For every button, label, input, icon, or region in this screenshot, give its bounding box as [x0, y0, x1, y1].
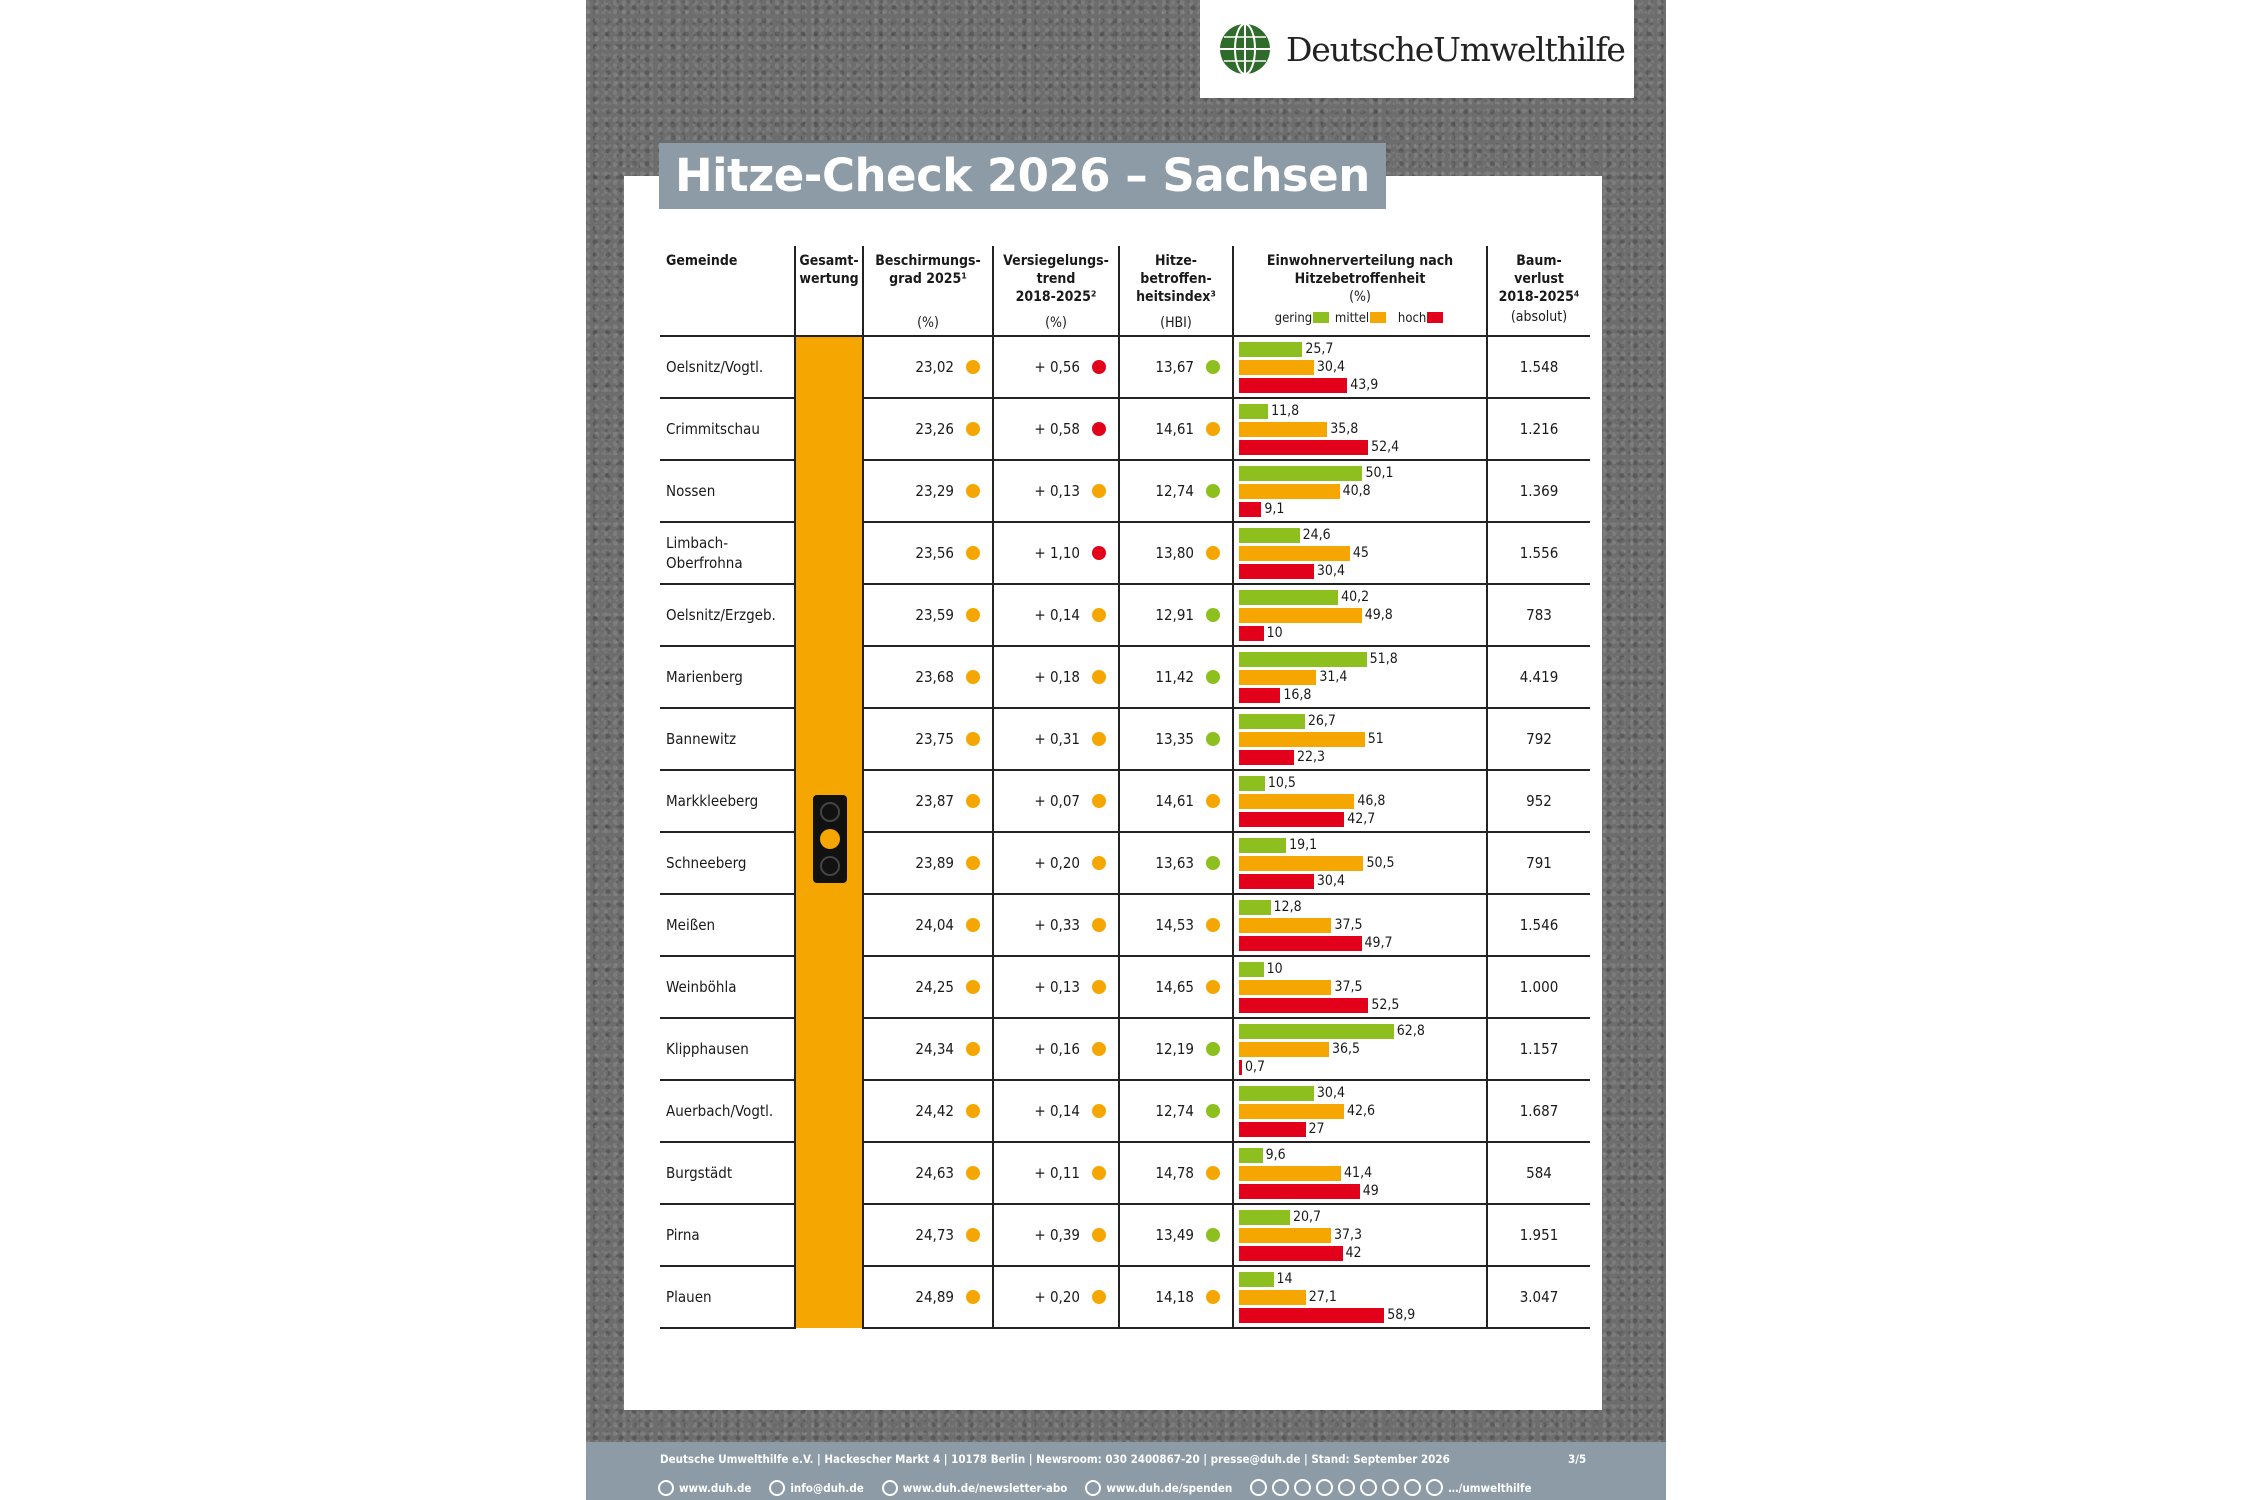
bar-gering — [1239, 962, 1264, 977]
beschirmungsgrad-value: 23,89 — [863, 832, 993, 894]
baumverlust-value: 792 — [1487, 708, 1590, 770]
bar-mittel — [1239, 422, 1327, 437]
baumverlust-value: 1.556 — [1487, 522, 1590, 584]
hbi-value: 13,80 — [1119, 522, 1233, 584]
bar-hoch-label: 16,8 — [1283, 687, 1312, 703]
bar-mittel-label: 45 — [1352, 545, 1369, 561]
versiegelungstrend-value: + 0,14 — [993, 584, 1119, 646]
bar-gering-label: 62,8 — [1396, 1023, 1425, 1039]
gemeinde-name: Plauen — [660, 1266, 795, 1328]
bar-mittel — [1239, 484, 1340, 499]
bar-hoch — [1239, 688, 1280, 703]
legend-swatch-mittel — [1370, 312, 1386, 323]
bar-mittel-label: 49,8 — [1364, 607, 1393, 623]
einwohner-bars — [1233, 646, 1487, 708]
rating-dot-icon — [966, 918, 980, 932]
bar-gering — [1239, 590, 1338, 605]
page-number: 3/5 — [1568, 1452, 1587, 1466]
baumverlust-value: 3.047 — [1487, 1266, 1590, 1328]
baumverlust-value: 1.951 — [1487, 1204, 1590, 1266]
bar-hoch-label: 52,5 — [1371, 997, 1400, 1013]
rating-dot-icon — [966, 1228, 980, 1242]
bar-gering — [1239, 776, 1265, 791]
facebook-icon[interactable] — [1272, 1479, 1289, 1496]
page-title: Hitze-Check 2026 – Sachsen — [659, 143, 1386, 209]
beschirmungsgrad-value: 23,29 — [863, 460, 993, 522]
bar-hoch-label: 42 — [1345, 1245, 1362, 1261]
rating-dot-icon — [1206, 670, 1220, 684]
hitze-check-table — [660, 246, 1590, 1329]
gemeinde-name: Auerbach/Vogtl. — [660, 1080, 795, 1142]
header-versiegelungstrend: Versiegelungs- trend 2018-2025² (%) — [993, 246, 1119, 336]
beschirmungsgrad-value: 23,59 — [863, 584, 993, 646]
beschirmungsgrad-value: 24,34 — [863, 1018, 993, 1080]
einwohner-bars — [1233, 522, 1487, 584]
footer-links — [658, 1479, 1532, 1496]
bar-hoch-label: 30,4 — [1316, 563, 1345, 579]
rating-dot-icon — [1092, 484, 1106, 498]
hbi-value: 12,19 — [1119, 1018, 1233, 1080]
footer-link-newsletter[interactable]: www.duh.de/newsletter-abo — [882, 1480, 1068, 1496]
hbi-value: 13,67 — [1119, 336, 1233, 398]
bar-mittel-label: 41,4 — [1344, 1165, 1373, 1181]
rating-dot-icon — [1092, 1290, 1106, 1304]
table-header-row — [660, 246, 1590, 336]
linkedin-icon[interactable] — [1338, 1479, 1355, 1496]
bar-mittel-label: 37,5 — [1334, 917, 1363, 933]
bar-mittel-label: 31,4 — [1319, 669, 1348, 685]
bar-mittel — [1239, 360, 1314, 375]
footer-link-donate[interactable]: www.duh.de/spenden — [1085, 1480, 1232, 1496]
bar-gering — [1239, 528, 1300, 543]
gemeinde-name: Meißen — [660, 894, 795, 956]
rating-dot-icon — [1092, 1228, 1106, 1242]
einwohner-bars — [1233, 956, 1487, 1018]
baumverlust-value: 4.419 — [1487, 646, 1590, 708]
footer — [586, 1442, 1666, 1500]
bar-hoch — [1239, 440, 1368, 455]
einwohner-bars — [1233, 708, 1487, 770]
gemeinde-name: Oelsnitz/Vogtl. — [660, 336, 795, 398]
rating-dot-icon — [966, 1104, 980, 1118]
versiegelungstrend-value: + 0,58 — [993, 398, 1119, 460]
versiegelungstrend-value: + 0,14 — [993, 1080, 1119, 1142]
baumverlust-value: 1.546 — [1487, 894, 1590, 956]
versiegelungstrend-value: + 0,56 — [993, 336, 1119, 398]
bar-mittel — [1239, 732, 1365, 747]
instagram-icon[interactable] — [1250, 1479, 1267, 1496]
rating-dot-icon — [1092, 918, 1106, 932]
gemeinde-name: Limbach- Oberfrohna — [660, 522, 795, 584]
rating-dot-icon — [1092, 1104, 1106, 1118]
bar-hoch — [1239, 1060, 1242, 1075]
rating-dot-icon — [966, 856, 980, 870]
globe-leaf-icon — [1218, 22, 1272, 76]
einwohner-bars — [1233, 770, 1487, 832]
hbi-value: 13,63 — [1119, 832, 1233, 894]
mastodon-icon[interactable] — [1426, 1479, 1443, 1496]
bar-mittel-label: 40,8 — [1342, 483, 1371, 499]
footer-link-email[interactable]: info@duh.de — [769, 1480, 863, 1496]
bar-gering-label: 25,7 — [1305, 341, 1334, 357]
bar-gering — [1239, 838, 1286, 853]
donate-icon — [1085, 1480, 1101, 1496]
beschirmungsgrad-value: 24,04 — [863, 894, 993, 956]
bar-hoch — [1239, 626, 1264, 641]
mail-icon — [769, 1480, 785, 1496]
bar-mittel — [1239, 856, 1363, 871]
bar-hoch — [1239, 502, 1261, 517]
bar-gering-label: 10,5 — [1267, 775, 1296, 791]
hbi-value: 14,65 — [1119, 956, 1233, 1018]
hbi-value: 12,74 — [1119, 460, 1233, 522]
rating-dot-icon — [966, 360, 980, 374]
baumverlust-value: 783 — [1487, 584, 1590, 646]
hbi-value: 14,61 — [1119, 398, 1233, 460]
bar-gering — [1239, 1272, 1274, 1287]
bar-mittel — [1239, 918, 1331, 933]
hbi-value: 12,74 — [1119, 1080, 1233, 1142]
versiegelungstrend-value: + 1,10 — [993, 522, 1119, 584]
bar-hoch — [1239, 812, 1344, 827]
einwohner-bars — [1233, 1080, 1487, 1142]
beschirmungsgrad-value: 24,89 — [863, 1266, 993, 1328]
bar-mittel-label: 30,4 — [1316, 359, 1345, 375]
baumverlust-value: 1.216 — [1487, 398, 1590, 460]
versiegelungstrend-value: + 0,20 — [993, 832, 1119, 894]
bar-gering — [1239, 652, 1367, 667]
rating-dot-icon — [966, 608, 980, 622]
rating-dot-icon — [966, 1166, 980, 1180]
hbi-value: 14,18 — [1119, 1266, 1233, 1328]
bar-mittel — [1239, 546, 1350, 561]
einwohner-bars — [1233, 584, 1487, 646]
rating-dot-icon — [1092, 360, 1106, 374]
rating-dot-icon — [966, 670, 980, 684]
rating-dot-icon — [1206, 980, 1220, 994]
rating-dot-icon — [1206, 608, 1220, 622]
versiegelungstrend-value: + 0,18 — [993, 646, 1119, 708]
beschirmungsgrad-value: 23,26 — [863, 398, 993, 460]
rating-dot-icon — [1206, 794, 1220, 808]
baumverlust-value: 791 — [1487, 832, 1590, 894]
document-page — [586, 0, 1666, 1500]
bar-hoch-label: 43,9 — [1350, 377, 1379, 393]
bar-hoch — [1239, 378, 1347, 393]
rating-dot-icon — [1206, 484, 1220, 498]
bar-hoch — [1239, 998, 1368, 1013]
versiegelungstrend-value: + 0,39 — [993, 1204, 1119, 1266]
hbi-value: 13,49 — [1119, 1204, 1233, 1266]
hbi-value: 13,35 — [1119, 708, 1233, 770]
rating-dot-icon — [966, 422, 980, 436]
bar-gering — [1239, 1210, 1290, 1225]
versiegelungstrend-value: + 0,13 — [993, 956, 1119, 1018]
rating-dot-icon — [1206, 1228, 1220, 1242]
youtube-icon[interactable] — [1316, 1479, 1333, 1496]
legend-swatch-gering — [1313, 312, 1329, 323]
bar-mittel — [1239, 794, 1354, 809]
versiegelungstrend-value: + 0,33 — [993, 894, 1119, 956]
gemeinde-name: Pirna — [660, 1204, 795, 1266]
bar-hoch-label: 52,4 — [1371, 439, 1400, 455]
gemeinde-name: Schneeberg — [660, 832, 795, 894]
bar-hoch — [1239, 1308, 1384, 1323]
rating-dot-icon — [1092, 608, 1106, 622]
rating-dot-icon — [966, 1290, 980, 1304]
rating-dot-icon — [1206, 1104, 1220, 1118]
bar-hoch-label: 0,7 — [1245, 1059, 1266, 1075]
bar-mittel — [1239, 1104, 1344, 1119]
baumverlust-value: 584 — [1487, 1142, 1590, 1204]
bar-gering — [1239, 466, 1362, 481]
beschirmungsgrad-value: 24,42 — [863, 1080, 993, 1142]
hbi-value: 14,61 — [1119, 770, 1233, 832]
rating-dot-icon — [1092, 546, 1106, 560]
rating-dot-icon — [1206, 422, 1220, 436]
rating-dot-icon — [1092, 670, 1106, 684]
einwohner-bars — [1233, 460, 1487, 522]
header-gesamtwertung: Gesamt- wertung — [795, 246, 863, 336]
header-einwohnerverteilung: Einwohnerverteilung nach Hitzebetroffenheit (%) gering mittel hoch — [1233, 246, 1487, 336]
rating-dot-icon — [1092, 732, 1106, 746]
bar-hoch — [1239, 1122, 1306, 1137]
hbi-value: 14,78 — [1119, 1142, 1233, 1204]
bar-hoch-label: 10 — [1266, 625, 1283, 641]
social-handle[interactable]: …/umwelthilfe — [1448, 1480, 1532, 1495]
bar-gering-label: 24,6 — [1302, 527, 1331, 543]
rating-dot-icon — [966, 732, 980, 746]
beschirmungsgrad-value: 23,56 — [863, 522, 993, 584]
bar-hoch — [1239, 1184, 1360, 1199]
baumverlust-value: 1.157 — [1487, 1018, 1590, 1080]
einwohner-bars — [1233, 1142, 1487, 1204]
rating-dot-icon — [1092, 422, 1106, 436]
legend-swatch-hoch — [1427, 312, 1443, 323]
bar-gering — [1239, 714, 1305, 729]
baumverlust-value: 952 — [1487, 770, 1590, 832]
legend: gering mittel hoch — [1234, 310, 1486, 328]
hbi-value: 11,42 — [1119, 646, 1233, 708]
gemeinde-name: Burgstädt — [660, 1142, 795, 1204]
table-row — [660, 336, 1590, 398]
bar-mittel — [1239, 980, 1331, 995]
bar-hoch-label: 27 — [1308, 1121, 1325, 1137]
bar-gering-label: 26,7 — [1307, 713, 1336, 729]
bar-gering-label: 50,1 — [1365, 465, 1394, 481]
einwohner-bars — [1233, 1018, 1487, 1080]
bar-mittel — [1239, 1042, 1329, 1057]
header-gemeinde: Gemeinde — [660, 246, 795, 336]
bar-hoch-label: 9,1 — [1264, 501, 1285, 517]
gemeinde-name: Crimmitschau — [660, 398, 795, 460]
rating-dot-icon — [1206, 1290, 1220, 1304]
hbi-value: 14,53 — [1119, 894, 1233, 956]
versiegelungstrend-value: + 0,31 — [993, 708, 1119, 770]
bar-gering-label: 19,1 — [1289, 837, 1318, 853]
bar-hoch-label: 30,4 — [1316, 873, 1345, 889]
bar-gering — [1239, 1024, 1394, 1039]
bar-gering-label: 14 — [1276, 1271, 1293, 1287]
bar-mittel-label: 35,8 — [1330, 421, 1359, 437]
newsletter-icon — [882, 1480, 898, 1496]
bar-hoch — [1239, 936, 1362, 951]
bar-gering-label: 11,8 — [1271, 403, 1300, 419]
rating-dot-icon — [966, 980, 980, 994]
rating-dot-icon — [1092, 794, 1106, 808]
bar-mittel — [1239, 1290, 1306, 1305]
traffic-light-icon — [813, 795, 847, 883]
header-baumverlust: Baum- verlust 2018-2025⁴ (absolut) — [1487, 246, 1590, 336]
bar-mittel-label: 37,5 — [1334, 979, 1363, 995]
gemeinde-name: Bannewitz — [660, 708, 795, 770]
einwohner-bars — [1233, 894, 1487, 956]
versiegelungstrend-value: + 0,07 — [993, 770, 1119, 832]
versiegelungstrend-value: + 0,11 — [993, 1142, 1119, 1204]
versiegelungstrend-value: + 0,20 — [993, 1266, 1119, 1328]
bar-hoch-label: 49 — [1362, 1183, 1379, 1199]
bar-hoch-label: 22,3 — [1296, 749, 1326, 765]
hbi-value: 12,91 — [1119, 584, 1233, 646]
gemeinde-name: Klipphausen — [660, 1018, 795, 1080]
bar-hoch-label: 49,7 — [1364, 935, 1393, 951]
beschirmungsgrad-value: 23,02 — [863, 336, 993, 398]
rating-dot-icon — [1092, 980, 1106, 994]
x-icon[interactable] — [1404, 1479, 1421, 1496]
bar-gering-label: 40,2 — [1341, 589, 1370, 605]
bar-gering-label: 10 — [1266, 961, 1283, 977]
bar-mittel — [1239, 1228, 1331, 1243]
rating-dot-icon — [1206, 546, 1220, 560]
baumverlust-value: 1.369 — [1487, 460, 1590, 522]
einwohner-bars — [1233, 1266, 1487, 1328]
gemeinde-name: Markkleeberg — [660, 770, 795, 832]
baumverlust-value: 1.000 — [1487, 956, 1590, 1018]
einwohner-bars — [1233, 1204, 1487, 1266]
rating-dot-icon — [1092, 1042, 1106, 1056]
rating-dot-icon — [966, 794, 980, 808]
social-icons — [1250, 1479, 1531, 1496]
bar-gering — [1239, 342, 1302, 357]
bar-gering — [1239, 1086, 1314, 1101]
baumverlust-value: 1.548 — [1487, 336, 1590, 398]
beschirmungsgrad-value: 23,68 — [863, 646, 993, 708]
bar-mittel-label: 50,5 — [1366, 855, 1395, 871]
footer-link-website[interactable]: www.duh.de — [658, 1480, 751, 1496]
rating-dot-icon — [1092, 1166, 1106, 1180]
rating-dot-icon — [966, 546, 980, 560]
bar-hoch — [1239, 750, 1294, 765]
bar-mittel — [1239, 1166, 1341, 1181]
versiegelungstrend-value: + 0,13 — [993, 460, 1119, 522]
gemeinde-name: Weinböhla — [660, 956, 795, 1018]
bar-gering-label: 20,7 — [1293, 1209, 1322, 1225]
bar-hoch — [1239, 1246, 1343, 1261]
bar-hoch-label: 42,7 — [1347, 811, 1376, 827]
brand-logo — [1200, 0, 1634, 98]
einwohner-bars — [1233, 398, 1487, 460]
rating-dot-icon — [1206, 918, 1220, 932]
gemeinde-name: Marienberg — [660, 646, 795, 708]
bar-mittel-label: 51 — [1367, 731, 1384, 747]
gemeinde-name: Oelsnitz/Erzgeb. — [660, 584, 795, 646]
gesamtwertung-cell — [795, 336, 863, 1328]
bar-gering — [1239, 900, 1271, 915]
einwohner-bars — [1233, 336, 1487, 398]
bar-mittel-label: 42,6 — [1347, 1103, 1376, 1119]
web-icon — [658, 1480, 674, 1496]
bar-gering-label: 9,6 — [1265, 1147, 1286, 1163]
bar-gering-label: 12,8 — [1273, 899, 1302, 915]
bar-hoch — [1239, 564, 1314, 579]
bar-mittel — [1239, 670, 1316, 685]
versiegelungstrend-value: + 0,16 — [993, 1018, 1119, 1080]
bar-hoch-label: 58,9 — [1387, 1307, 1416, 1323]
rating-dot-icon — [1206, 1166, 1220, 1180]
gemeinde-name: Nossen — [660, 460, 795, 522]
tiktok-icon[interactable] — [1360, 1479, 1377, 1496]
beschirmungsgrad-value: 24,25 — [863, 956, 993, 1018]
beschirmungsgrad-value: 24,63 — [863, 1142, 993, 1204]
beschirmungsgrad-value: 23,87 — [863, 770, 993, 832]
bar-gering — [1239, 1148, 1263, 1163]
header-hbi: Hitze- betroffen- heitsindex³ (HBI) — [1119, 246, 1233, 336]
rating-dot-icon — [1206, 856, 1220, 870]
beschirmungsgrad-value: 24,73 — [863, 1204, 993, 1266]
bar-gering-label: 51,8 — [1369, 651, 1398, 667]
bar-mittel-label: 46,8 — [1357, 793, 1386, 809]
bar-mittel-label: 27,1 — [1308, 1289, 1337, 1305]
brand-name: DeutscheUmwelthilfe — [1286, 29, 1625, 69]
rating-dot-icon — [1206, 1042, 1220, 1056]
rating-dot-icon — [1092, 856, 1106, 870]
rating-dot-icon — [1206, 360, 1220, 374]
bar-mittel-label: 36,5 — [1331, 1041, 1361, 1057]
beschirmungsgrad-value: 23,75 — [863, 708, 993, 770]
bar-mittel-label: 37,3 — [1333, 1227, 1362, 1243]
footer-contact: Deutsche Umwelthilfe e.V. | Hackescher Markt 4 | 10178 Berlin | Newsroom: 030 2400867-20 | presse@duh.de | Stand: September 2026 — [660, 1452, 1450, 1466]
threads-icon[interactable] — [1294, 1479, 1311, 1496]
header-beschirmungsgrad: Beschirmungs- grad 2025¹ (%) — [863, 246, 993, 336]
baumverlust-value: 1.687 — [1487, 1080, 1590, 1142]
rating-dot-icon — [966, 484, 980, 498]
bluesky-icon[interactable] — [1382, 1479, 1399, 1496]
bar-mittel — [1239, 608, 1362, 623]
einwohner-bars — [1233, 832, 1487, 894]
rating-dot-icon — [966, 1042, 980, 1056]
bar-gering — [1239, 404, 1268, 419]
bar-hoch — [1239, 874, 1314, 889]
rating-dot-icon — [1206, 732, 1220, 746]
bar-gering-label: 30,4 — [1316, 1085, 1345, 1101]
